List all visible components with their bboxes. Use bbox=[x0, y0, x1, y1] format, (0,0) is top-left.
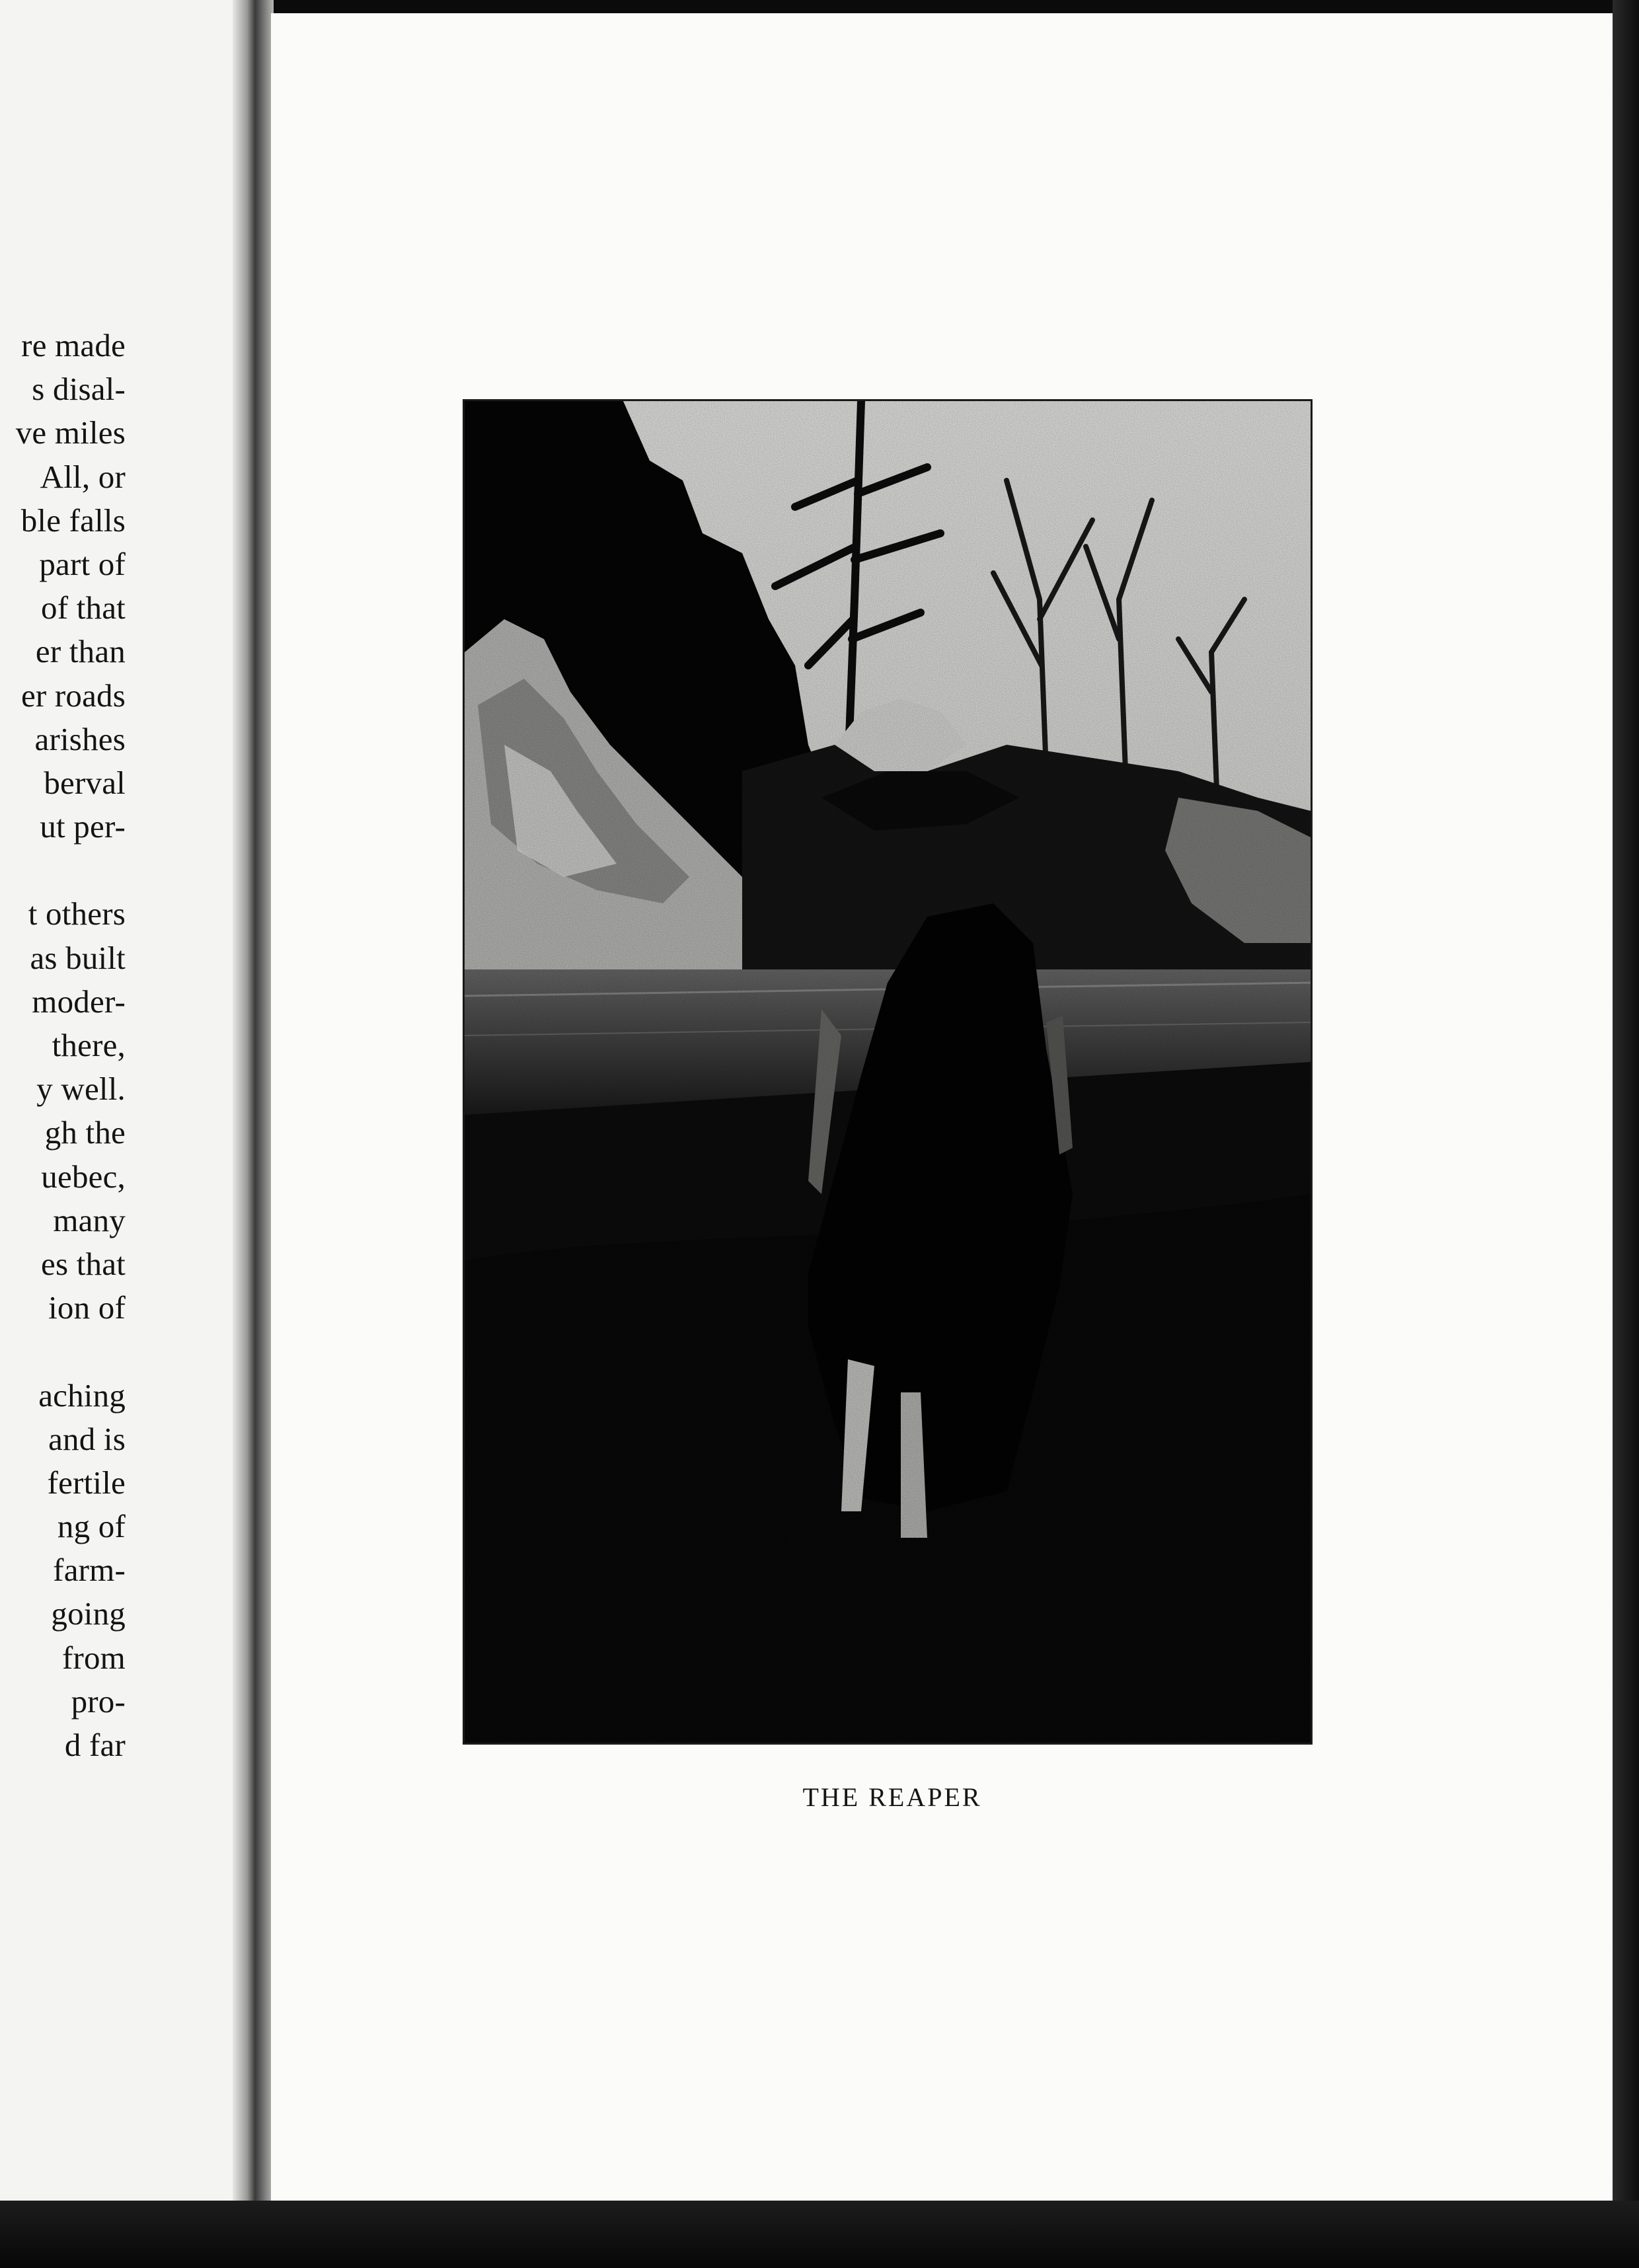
text-line: as built bbox=[30, 939, 126, 976]
text-line: es that bbox=[41, 1245, 126, 1282]
text-line: part of bbox=[39, 545, 126, 582]
text-line: moder- bbox=[32, 983, 126, 1020]
left-page bbox=[0, 0, 246, 2201]
text-line: aching bbox=[38, 1377, 126, 1414]
text-line: ng of bbox=[57, 1508, 126, 1545]
text-line: arishes bbox=[34, 720, 126, 757]
text-line: ble falls bbox=[20, 502, 126, 539]
text-line: going bbox=[51, 1595, 126, 1632]
text-line: s disal- bbox=[32, 371, 126, 408]
text-line: d far bbox=[64, 1727, 126, 1763]
text-line: y well. bbox=[36, 1071, 126, 1108]
text-line bbox=[0, 849, 126, 892]
page-edge-shadow bbox=[1613, 0, 1639, 2268]
text-line: er roads bbox=[20, 677, 126, 714]
plate-caption: THE REAPER bbox=[802, 1782, 982, 1812]
text-line: farm- bbox=[53, 1552, 126, 1589]
scan-bottom-margin bbox=[0, 2201, 1639, 2268]
text-line: of that bbox=[41, 589, 126, 626]
text-line: and is bbox=[48, 1420, 126, 1457]
text-line: ut per- bbox=[40, 808, 126, 845]
text-line: ve miles bbox=[15, 414, 126, 451]
photo-illustration bbox=[465, 401, 1311, 1743]
text-line: ion of bbox=[48, 1289, 126, 1326]
text-line: gh the bbox=[44, 1114, 126, 1151]
text-line: er than bbox=[35, 633, 126, 670]
text-line: All, or bbox=[40, 458, 126, 495]
text-line: re made bbox=[21, 327, 126, 363]
left-page-text bbox=[0, 324, 126, 1767]
book-gutter bbox=[233, 0, 274, 2207]
plate-photograph bbox=[463, 399, 1313, 1745]
text-line: there, bbox=[52, 1027, 126, 1063]
text-line: pro- bbox=[71, 1682, 126, 1720]
text-line: t others bbox=[28, 895, 126, 932]
text-line: fertile bbox=[47, 1464, 126, 1501]
text-line bbox=[0, 1330, 126, 1373]
text-line: from bbox=[61, 1639, 126, 1676]
text-line: uebec, bbox=[41, 1158, 126, 1195]
text-line: many bbox=[53, 1201, 126, 1238]
text-line: berval bbox=[44, 764, 126, 801]
